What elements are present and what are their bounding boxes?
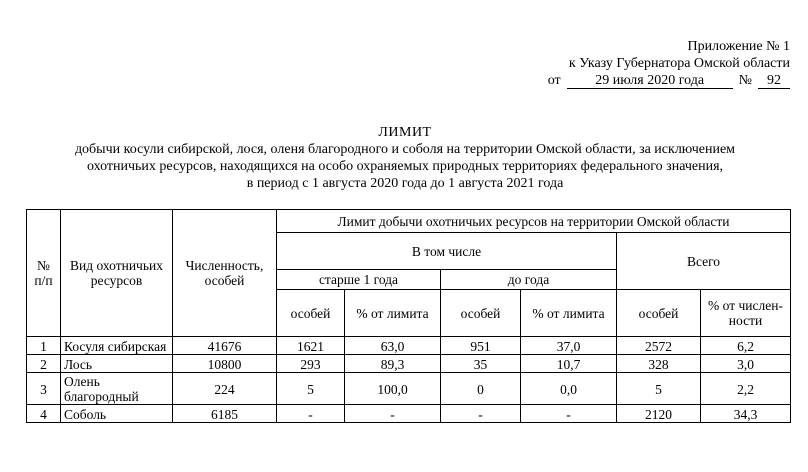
cell-total-pct: 2,2 bbox=[701, 373, 791, 405]
header-older-count: особей bbox=[277, 290, 345, 337]
title-heading: ЛИМИТ bbox=[378, 125, 432, 140]
cell-num: 3 bbox=[27, 373, 61, 405]
from-label: от bbox=[547, 73, 561, 88]
cell-older-pct: 89,3 bbox=[345, 355, 441, 373]
document-title bbox=[40, 124, 770, 192]
title-line-3: в период с 1 августа 2020 года до 1 августа 2021 года bbox=[246, 176, 564, 191]
cell-population: 41676 bbox=[173, 337, 277, 355]
cell-younger-pct: 10,7 bbox=[521, 355, 617, 373]
table-row bbox=[27, 405, 791, 423]
appendix-title: Приложение № 1 bbox=[687, 39, 790, 54]
cell-total-pct: 3,0 bbox=[701, 355, 791, 373]
cell-num: 4 bbox=[27, 405, 61, 423]
cell-species: Олень благородный bbox=[61, 373, 173, 405]
cell-species: Косуля сибирская bbox=[61, 337, 173, 355]
cell-species: Лось bbox=[61, 355, 173, 373]
appendix-block bbox=[470, 38, 790, 89]
cell-num: 1 bbox=[27, 337, 61, 355]
cell-younger-pct: 0,0 bbox=[521, 373, 617, 405]
decree-number: 92 bbox=[758, 73, 790, 89]
header-older-pct: % от лимита bbox=[345, 290, 441, 337]
cell-younger-pct: - bbox=[521, 405, 617, 423]
header-younger-pct: % от лимита bbox=[521, 290, 617, 337]
header-total-count: особей bbox=[617, 290, 701, 337]
table-row bbox=[27, 373, 791, 405]
cell-total-count: 2572 bbox=[617, 337, 701, 355]
header-younger: до года bbox=[441, 270, 617, 290]
cell-total-count: 328 bbox=[617, 355, 701, 373]
cell-total-count: 2120 bbox=[617, 405, 701, 423]
decree-date: 29 июля 2020 года bbox=[567, 73, 733, 89]
header-total-pct: % от числен-ности bbox=[701, 290, 791, 337]
header-limit-group: Лимит добычи охотничьих ресурсов на территории Омской области bbox=[277, 210, 791, 233]
cell-total-pct: 6,2 bbox=[701, 337, 791, 355]
cell-younger-count: 35 bbox=[441, 355, 521, 373]
cell-total-count: 5 bbox=[617, 373, 701, 405]
cell-older-pct: - bbox=[345, 405, 441, 423]
cell-older-count: - bbox=[277, 405, 345, 423]
number-label: № bbox=[738, 73, 752, 88]
table-row bbox=[27, 337, 791, 355]
cell-older-count: 293 bbox=[277, 355, 345, 373]
title-line-2: охотничьих ресурсов, находящихся на особо охраняемых природных территориях федерального значения, bbox=[86, 159, 724, 174]
cell-total-pct: 34,3 bbox=[701, 405, 791, 423]
cell-species: Соболь bbox=[61, 405, 173, 423]
cell-population: 224 bbox=[173, 373, 277, 405]
cell-younger-count: 951 bbox=[441, 337, 521, 355]
cell-older-pct: 63,0 bbox=[345, 337, 441, 355]
header-younger-count: особей bbox=[441, 290, 521, 337]
cell-older-pct: 100,0 bbox=[345, 373, 441, 405]
appendix-reference: к Указу Губернатора Омской области bbox=[568, 56, 790, 71]
cell-population: 10800 bbox=[173, 355, 277, 373]
cell-population: 6185 bbox=[173, 405, 277, 423]
header-population: Численность, особей bbox=[173, 210, 277, 337]
header-num: № п/п bbox=[27, 210, 61, 337]
header-including: В том числе bbox=[277, 233, 617, 270]
limits-table bbox=[26, 209, 791, 423]
cell-younger-count: 0 bbox=[441, 373, 521, 405]
cell-younger-count: - bbox=[441, 405, 521, 423]
cell-older-count: 5 bbox=[277, 373, 345, 405]
title-line-1: добычи косули сибирской, лося, оленя благородного и соболя на территории Омской области, за исключением bbox=[74, 142, 736, 157]
cell-num: 2 bbox=[27, 355, 61, 373]
appendix-date-line bbox=[470, 72, 790, 89]
header-total: Всего bbox=[617, 233, 791, 290]
header-species: Вид охотничьих ресурсов bbox=[61, 210, 173, 337]
cell-older-count: 1621 bbox=[277, 337, 345, 355]
header-older: старше 1 года bbox=[277, 270, 441, 290]
cell-younger-pct: 37,0 bbox=[521, 337, 617, 355]
table-row bbox=[27, 355, 791, 373]
